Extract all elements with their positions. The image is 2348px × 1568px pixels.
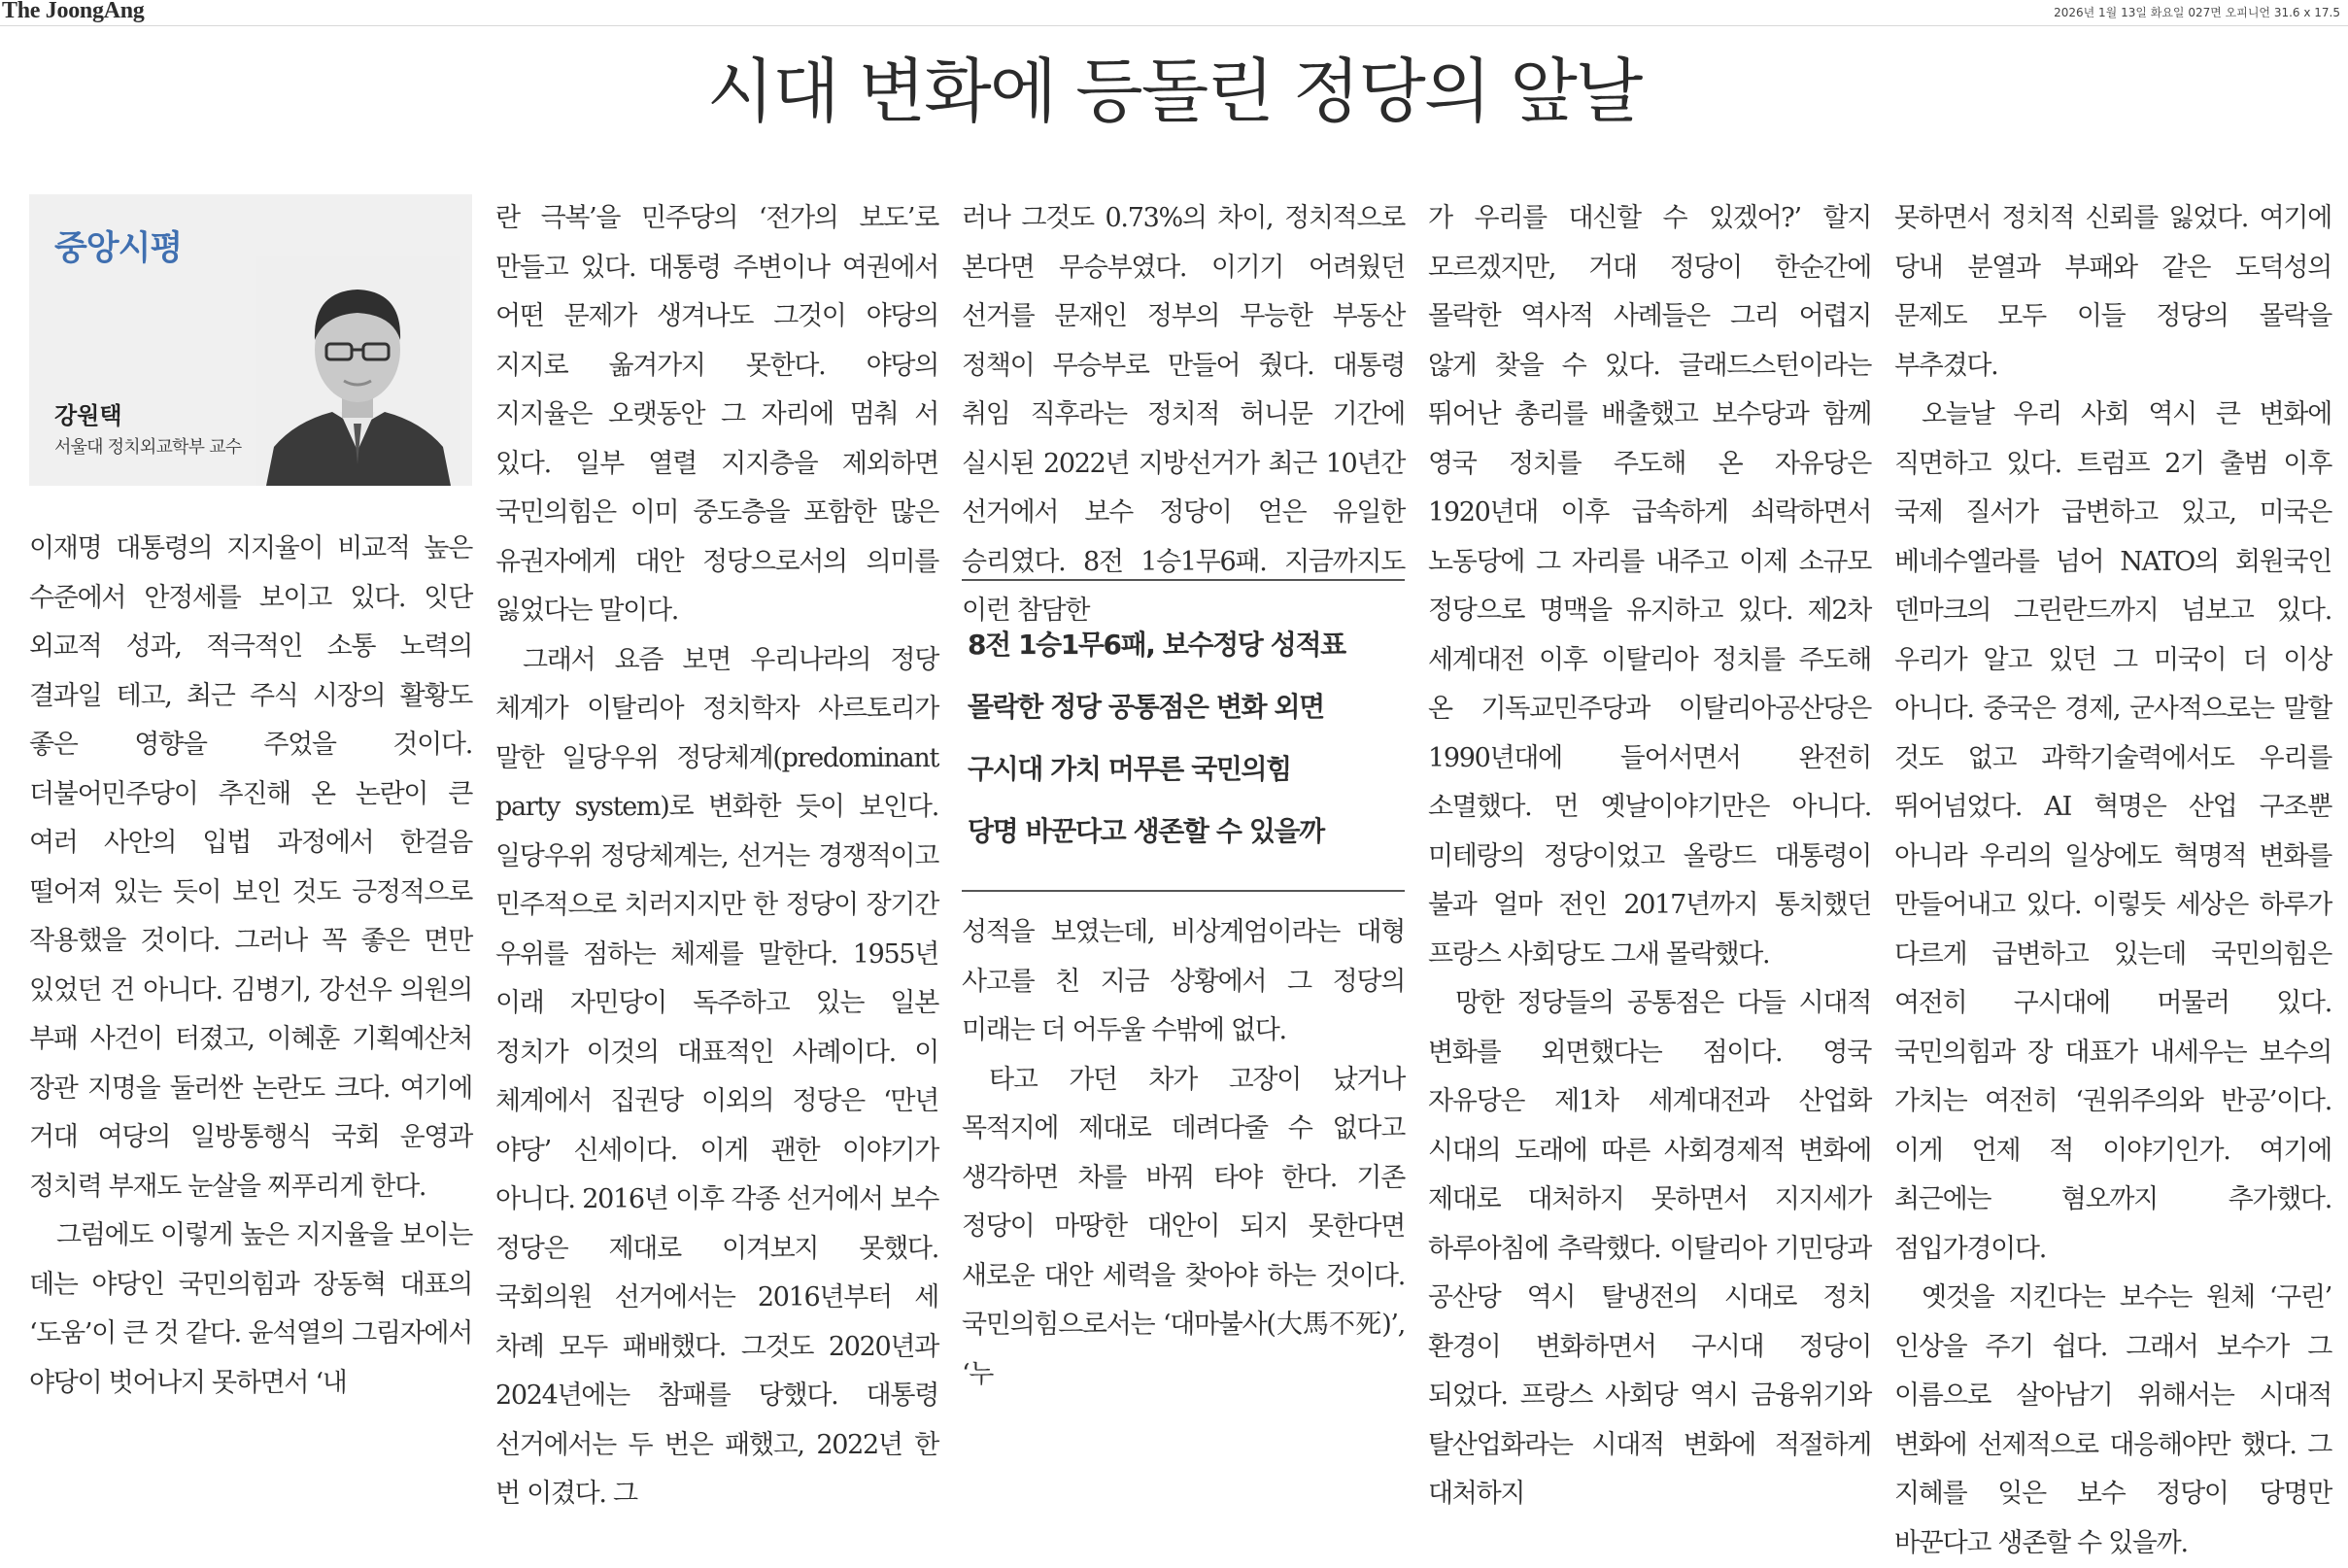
article-column-5 [1894,194,2331,1558]
paragraph: 못하면서 정치적 신뢰를 잃었다. 여기에 당내 분열과 부패와 같은 도덕성의 문제도 모두 이들 정당의 몰락을 부추겼다. [1894,203,2331,381]
paragraph: 그럼에도 이렇게 높은 지지율을 보이는 데는 야당인 국민의힘과 장동혁 대표의 ‘도움’이 큰 것 같다. 윤석열의 그림자에서 야당이 벗어나지 못하면서 ‘내 [29,1220,472,1398]
pull-quote-line: 당명 바꾼다고 생존할 수 있을까 [968,815,1324,847]
newspaper-logo: The JoongAng [2,0,145,23]
paragraph: 러나 그것도 0.73%의 차이, 정치적으로 본다면 무승부였다. 이기기 어려웠던 선거를 문재인 정부의 무능한 부동산 정책이 무승부로 만들어 줬다. 대통령 취임 직후라는 정치적 허니문 기간에 실시된 2022년 지방선거가 최근 10년간 선거에서 보수 정당이 얻은 유일한 승리였다. 8전 1승1무6패. 지금까지도 이런 참담한 [962,203,1405,626]
paragraph: 란 극복’을 민주당의 ‘전가의 보도’로 만들고 있다. 대통령 주변이나 여권에서 어떤 문제가 생겨나도 그것이 야당의 지지로 옮겨가지 못한다. 야당의 지지율은 오랫동안 그 자리에 멈춰 서 있다. 일부 열렬 지지층을 제외하면 국민의힘은 이미 중도층을 포함한 많은 유권자에게 대안 정당으로서의 의미를 잃었다는 말이다. [495,203,938,626]
pull-quote [962,579,1405,892]
paragraph: 망한 정당들의 공통점은 다들 시대적 변화를 외면했다는 점이다. 영국 자유당은 제1차 세계대전과 산업화 시대의 도래에 따른 사회경제적 변화에 제대로 대처하지 못하면서 지지세가 하루아침에 추락했다. 이탈리아 기민당과 공산당 역시 탈냉전의 시대로 정치 환경이 변화하면서 구시대 정당이 되었다. 프랑스 사회당 역시 금융위기와 탈산업화라는 시대적 변화에 적절하게 대처하지 [1428,988,1871,1509]
pull-quote-line: 구시대 가치 머무른 국민의힘 [968,753,1291,785]
author-name: 강원택 [54,402,122,429]
author-affiliation: 서울대 정치외교학부 교수 [54,437,242,458]
masthead [0,0,2348,26]
byline-box [29,194,472,486]
pull-quote-line: 8전 1승1무6패, 보수정당 성적표 [968,629,1345,661]
article-headline: 시대 변화에 등돌린 정당의 앞날 [706,51,1642,132]
article-column-3-bottom [962,908,1405,1389]
article-column-1 [29,525,472,1398]
paragraph: 오늘날 우리 사회 역시 큰 변화에 직면하고 있다. 트럼프 2기 출범 이후 국제 질서가 급변하고 있고, 미국은 베네수엘라를 넘어 NATO의 회원국인 덴마크의 그린란드까지 넘보고 있다. 우리가 알고 있던 그 미국이 더 이상 아니다. 중국은 경제, 군사적으로는 말할 것도 없고 과학기술력에서도 우리를 뛰어넘었다. AI 혁명은 산업 구조뿐 아니라 우리의 일상에도 혁명적 변화를 만들어내고 있다. 이렇듯 세상은 하루가 다르게 급변하고 있는데 국민의힘은 여전히 구시대에 머물러 있다. 국민의힘과 장 대표가 내세우는 보수의 가치는 여전히 ‘권위주의와 반공’이다. 이게 언제 적 이야기인가. 여기에 최근에는 혐오까지 추가했다. 점입가경이다. [1894,399,2331,1264]
paragraph: 그래서 요즘 보면 우리나라의 정당 체계가 이탈리아 정치학자 사르토리가 말한 일당우위 정당체계(predominant party system)로 변화한 듯이 보인다. 일당우위 정당체계는, 선거는 경쟁적이고 민주적으로 치러지지만 한 정당이 장기간 우위를 점하는 체제를 말한다. 1955년 이래 자민당이 독주하고 있는 일본 정치가 이것의 대표적인 사례이다. 이 체계에서 집권당 이외의 정당은 ‘만년 야당’ 신세이다. 이게 괜한 이야기가 아니다. 2016년 이후 각종 선거에서 보수 정당은 제대로 이겨보지 못했다. 국회의원 선거에서는 2016년부터 세 차례 모두 패배했다. 그것도 2020년과 2024년에는 참패를 당했다. 대통령 선거에서는 두 번은 패했고, 2022년 한 번 이겼다. 그 [495,644,938,1509]
pull-quote-line: 몰락한 정당 공통점은 변화 외면 [968,691,1324,723]
paragraph: 이재명 대통령의 지지율이 비교적 높은 수준에서 안정세를 보이고 있다. 잇단 외교적 성과, 적극적인 소통 노력의 결과일 테고, 최근 주식 시장의 활황도 좋은 영향을 주었을 것이다. 더불어민주당이 추진해 온 논란이 큰 여러 사안의 입법 과정에서 한걸음 떨어져 있는 듯이 보인 것도 긍정적으로 작용했을 것이다. 그러나 꼭 좋은 면만 있었던 건 아니다. 김병기, 강선우 의원의 부패 사건이 터졌고, 이혜훈 기획예산처 장관 지명을 둘러싼 논란도 크다. 여기에 거대 여당의 일방통행식 국회 운영과 정치력 부재도 눈살을 찌푸리게 한다. [29,533,472,1202]
paragraph: 타고 가던 차가 고장이 났거나 목적지에 제대로 데려다줄 수 없다고 생각하면 차를 바꿔 타야 한다. 기존 정당이 마땅한 대안이 되지 못한다면 새로운 대안 세력을 찾아야 하는 것이다. 국민의힘으로서는 ‘대마불사(大馬不死)’, ‘누 [962,1064,1405,1389]
article-column-3-top [962,194,1405,626]
paragraph: 성적을 보였는데, 비상계엄이라는 대형 사고를 친 지금 상황에서 그 정당의 미래는 더 어두울 수밖에 없다. [962,917,1405,1045]
paragraph: 옛것을 지킨다는 보수는 원체 ‘구린’ 인상을 주기 쉽다. 그래서 보수가 그 이름으로 살아남기 위해서는 시대적 변화에 선제적으로 대응해야만 했다. 그 지혜를 잊은 보수 정당이 당명만 바꾼다고 생존할 수 있을까. [1894,1282,2331,1558]
author-portrait [256,256,460,486]
column-section-title: 중앙시평 [54,229,183,268]
article-column-2 [495,194,938,1509]
article-column-4 [1428,194,1871,1509]
paragraph: 가 우리를 대신할 수 있겠어?’ 할지 모르겠지만, 거대 정당이 한순간에 몰락한 역사적 사례들은 그리 어렵지 않게 찾을 수 있다. 글래드스턴이라는 뛰어난 총리를 배출했고 보수당과 함께 영국 정치를 주도해 온 자유당은 1920년대 이후 급속하게 쇠락하면서 노동당에 그 자리를 내주고 이제 소규모 정당으로 명맥을 유지하고 있다. 제2차 세계대전 이후 이탈리아 정치를 주도해 온 기독교민주당과 이탈리아공산당은 1990년대에 들어서면서 완전히 소멸했다. 먼 옛날이야기만은 아니다. 미테랑의 정당이었고 올랑드 대통령이 불과 얼마 전인 2017년까지 통치했던 프랑스 사회당도 그새 몰락했다. [1428,203,1871,970]
issue-info: 2026년 1월 13일 화요일 027면 오피니언 31.6 x 17.5 [2054,6,2340,19]
